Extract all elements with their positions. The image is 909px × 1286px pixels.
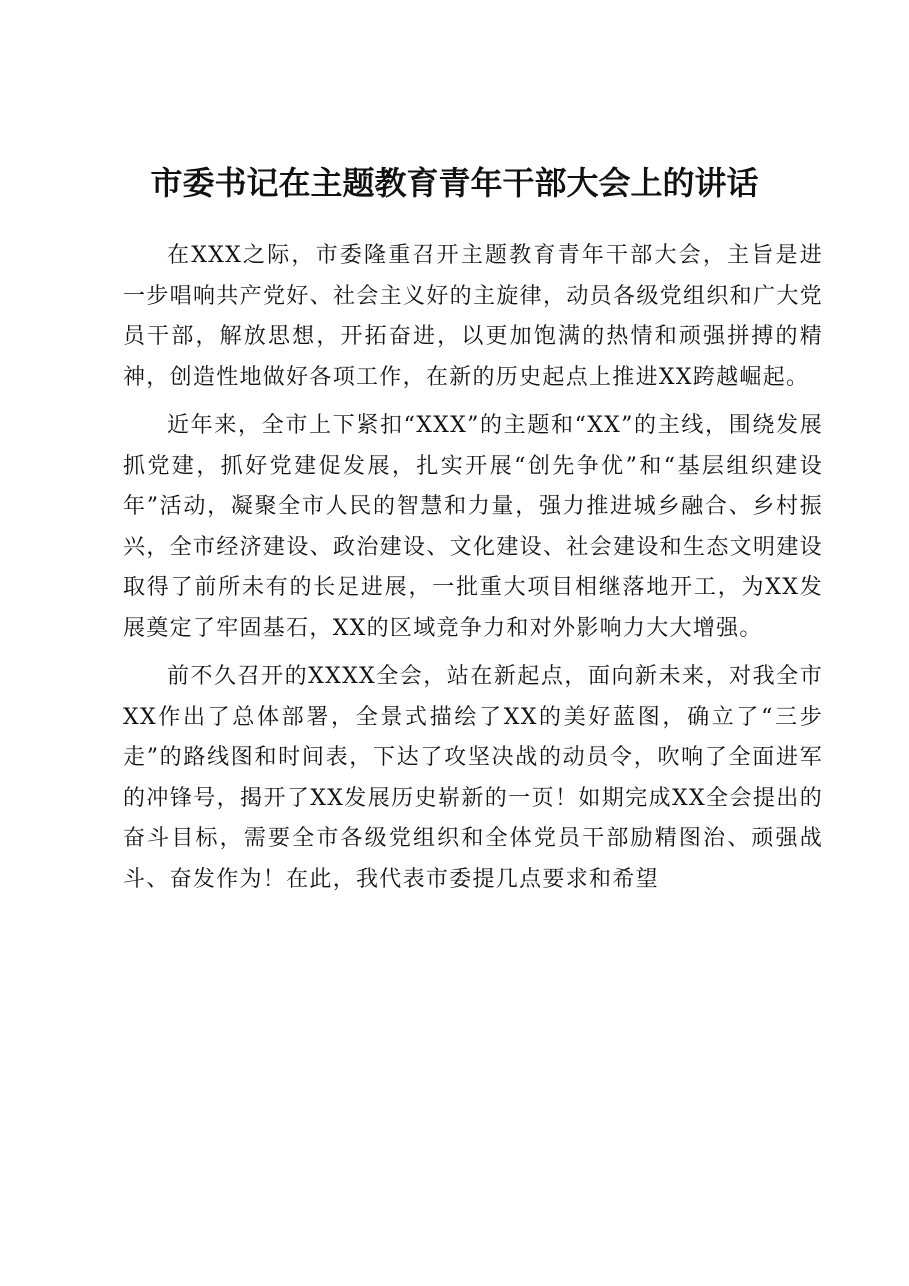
document-body bbox=[123, 236, 823, 908]
paragraph-2: 近年来，全市上下紧扣“XXX”的主题和“XX”的主线，围绕发展抓党建，抓好党建促发展，扎实开展“创先争优”和“基层组织建设年”活动，凝聚全市人民的智慧和力量，强力推进城乡融合、乡村振兴，全市经济建设、政治建设、文化建设、社会建设和生态文明建设取得了前所未有的长足进展，一批重大项目相继落地开工，为XX发展奠定了牢固基石，XX的区域竞争力和对外影响力大大增强。 bbox=[123, 413, 823, 641]
paragraph-3: 前不久召开的XXXX全会，站在新起点，面向新未来，对我全市XX作出了总体部署，全景式描绘了XX的美好蓝图，确立了“三步走”的路线图和时间表，下达了攻坚决战的动员令，吹响了全面进军的冲锋号，揭开了XX发展历史崭新的一页！如期完成XX全会提出的奋斗目标，需要全市各级党组织和全体党员干部励精图治、顽强战斗、奋发作为！在此，我代表市委提几点要求和希望 bbox=[123, 664, 823, 892]
document-title: 市委书记在主题教育青年干部大会上的讲话 bbox=[150, 164, 759, 202]
paragraph-1: 在XXX之际，市委隆重召开主题教育青年干部大会，主旨是进一步唱响共产党好、社会主义好的主旋律，动员各级党组织和广大党员干部，解放思想，开拓奋进，以更加饱满的热情和顽强拼搏的精神，创造性地做好各项工作，在新的历史起点上推进XX跨越崛起。 bbox=[123, 243, 823, 390]
